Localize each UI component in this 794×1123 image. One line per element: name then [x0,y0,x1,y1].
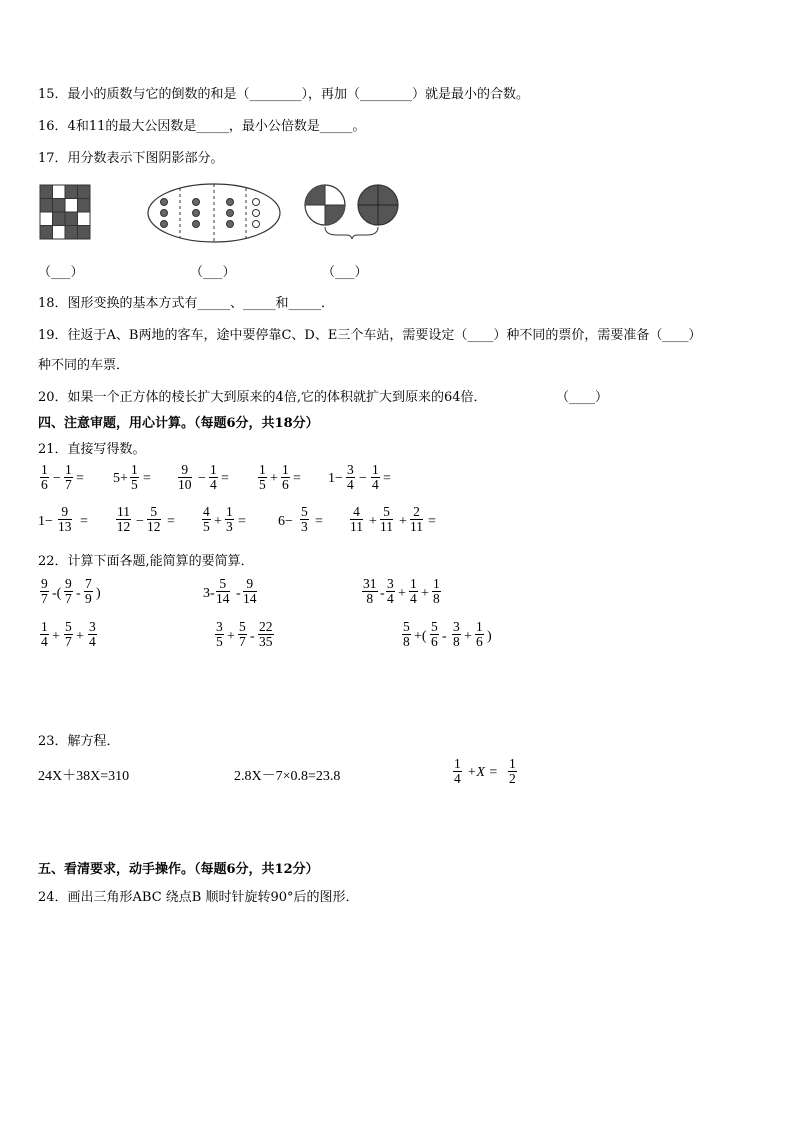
fraction: $\frac{1}{4}$ [410,576,417,606]
fraction: $\frac{1}{6}$ [476,619,483,649]
operator: = [315,514,323,529]
fraction: $\frac{3}{5}$ [216,619,223,649]
fraction: $\frac{5}{6}$ [431,619,438,649]
fraction: $\frac{4}{5}$ [203,504,210,534]
operator: ) [96,586,101,601]
fraction: $\frac{2}{11}$ [410,504,423,534]
operator: +( [414,629,427,644]
fraction: $\frac{9}{7}$ [65,576,72,606]
math-text: 1− [38,514,53,529]
operator: − [53,471,61,486]
math-text: 3- [203,586,215,601]
operator: - [442,629,447,644]
fraction: $\frac{1}{4}$ [210,462,217,492]
operator: + [270,471,278,486]
operator: = [428,514,436,529]
operator: = [383,471,391,486]
operator: − [198,471,206,486]
oval-dots-figure [146,182,282,244]
fraction: $\frac{3}{4}$ [347,462,354,492]
fraction: $\frac{9}{13}$ [58,504,72,534]
operator: = [167,514,175,529]
operator: = [238,514,246,529]
operator: − [359,471,367,486]
operator: - [236,586,241,601]
equation-2: 2.8X－7×0.8=23.8 [234,769,341,784]
operator: ) [487,629,492,644]
fraction: $\frac{11}{12}$ [116,504,131,534]
fraction: $\frac{9}{14}$ [243,576,257,606]
question-24: 24．画出三角形ABC 绕点B 顺时针旋转90°后的图形． [38,890,359,905]
fraction: $\frac{9}{7}$ [41,576,48,606]
question-20: 20．如果一个正方体的棱长扩大到原来的4倍,它的体积就扩大到原来的64倍． [38,390,487,405]
fraction: $\frac{4}{11}$ [350,504,363,534]
fraction: $\frac{1}{4}$ [41,619,48,649]
question-23: 23．解方程． [38,734,120,749]
question-19-line2: 种不同的车票． [38,358,130,373]
operator: -( [52,586,62,601]
question-17: 17．用分数表示下图阴影部分。 [38,151,224,166]
fraction: $\frac{1}{4}$ [372,462,379,492]
question-21: 21．直接写得数。 [38,442,146,457]
operator: + [399,514,407,529]
operator: = [76,471,84,486]
operator: = [293,471,301,486]
blank-figure-3: （___） [322,265,368,280]
operator: - [250,629,255,644]
question-19-line1: 19．往返于A、B两地的客车，途中要停靠C、D、E三个车站，需要设定（____）种不同的票价，需要准备（____） [38,328,702,343]
math-text: 6− [278,514,293,529]
operator: + [398,586,406,601]
fraction: $\frac{5}{3}$ [301,504,308,534]
operator: + [76,629,84,644]
fraction: $\frac{5}{7}$ [65,619,72,649]
math-text: 1− [328,471,343,486]
blank-figure-2: （___） [190,265,236,280]
fraction: $\frac{5}{12}$ [147,504,161,534]
fraction: $\frac{5}{14}$ [216,576,230,606]
question-15: 15．最小的质数与它的倒数的和是（________），再加（________）就是最小的合数。 [38,87,530,102]
operator: − [136,514,144,529]
fraction: $\frac{5}{7}$ [239,619,246,649]
fraction: $\frac{3}{4}$ [89,619,96,649]
equation-1: 24X＋38X=310 [38,769,130,784]
operator: - [380,586,385,601]
fraction: $\frac{7}{9}$ [85,576,92,606]
section-4-heading: 四、注意审题，用心计算。（每题6分，共18分） [38,416,319,431]
operator: + [227,629,235,644]
math-text: 5+ [113,471,128,486]
operator: + [421,586,429,601]
fraction: $\frac{3}{4}$ [387,576,394,606]
fraction: $\frac{3}{8}$ [453,619,460,649]
blank-figure-1: （___） [38,265,84,280]
operator: + [52,629,60,644]
fraction: $\frac{31}{8}$ [363,576,377,606]
operator: + [369,514,377,529]
fraction: $\frac{1}{6}$ [282,462,289,492]
operator: - [76,586,81,601]
fraction: $\frac{1}{4}$ [454,756,461,786]
operator: = [143,471,151,486]
operator: + [214,514,222,529]
fraction: $\frac{9}{10}$ [178,462,192,492]
operator: = [221,471,229,486]
checkerboard-figure [40,185,90,239]
two-circles-figure [303,183,403,241]
fraction: $\frac{5}{8}$ [403,619,410,649]
operator: + [464,629,472,644]
fraction: $\frac{1}{3}$ [226,504,233,534]
fraction: $\frac{1}{8}$ [433,576,440,606]
question-22: 22．计算下面各题,能简算的要简算． [38,554,254,569]
fraction: $\frac{1}{6}$ [41,462,48,492]
question-16: 16．4和11的最大公因数是_____，最小公倍数是_____。 [38,119,366,134]
fraction: $\frac{1}{7}$ [65,462,72,492]
fraction: $\frac{1}{2}$ [509,756,516,786]
section-5-heading: 五、看清要求，动手操作。（每题6分，共12分） [38,862,319,877]
operator: = [80,514,88,529]
question-18: 18．图形变换的基本方式有_____、_____和_____． [38,296,335,311]
question-20-blank: （____） [556,390,609,405]
fraction: $\frac{1}{5}$ [259,462,266,492]
math-text: +X = [467,765,498,780]
fraction: $\frac{1}{5}$ [131,462,138,492]
fraction: $\frac{5}{11}$ [380,504,393,534]
fraction: $\frac{22}{35}$ [259,619,273,649]
